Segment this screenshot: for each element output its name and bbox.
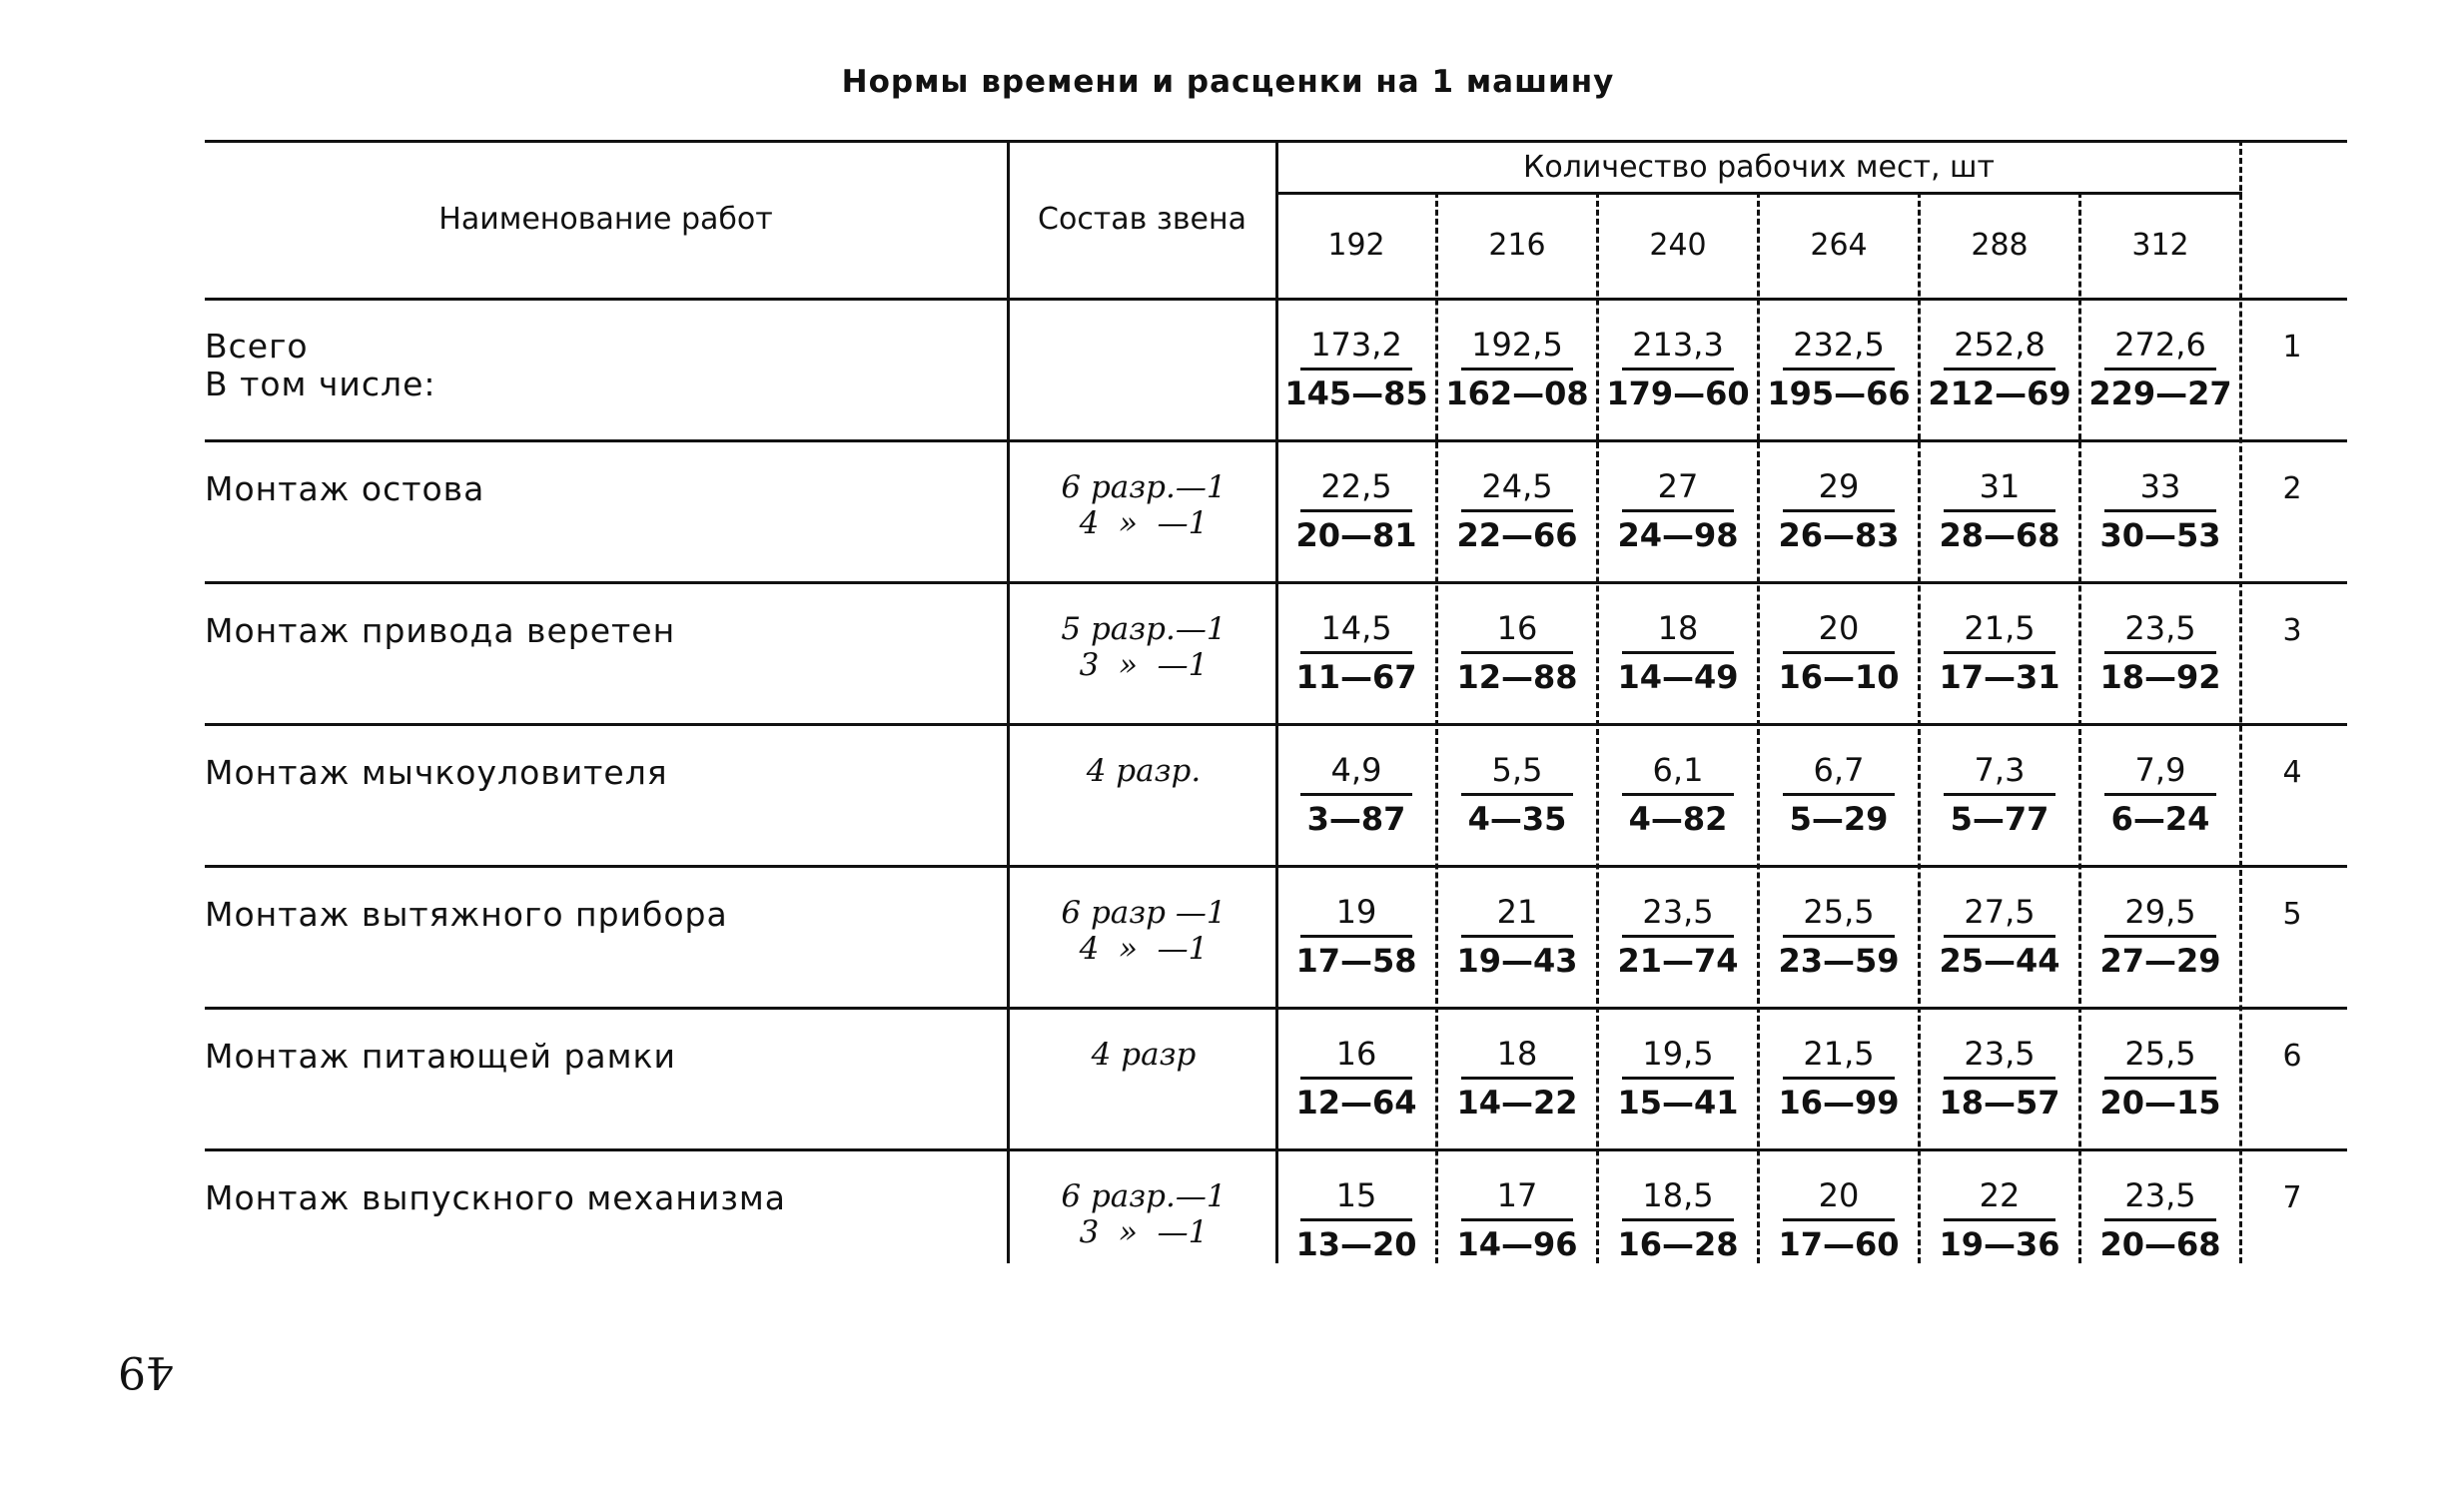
crew-line: 5 разр.—1 — [1061, 611, 1227, 647]
work-name: Монтаж мычкоуловителя — [205, 753, 668, 792]
work-name: Монтаж вытяжного прибора — [205, 895, 728, 934]
rate: 24—98 — [1617, 516, 1739, 554]
column-header-240: 240 — [1649, 228, 1707, 263]
time-norm: 23,5 — [2104, 1176, 2216, 1221]
rate: 26—83 — [1778, 516, 1900, 554]
table-cell — [2080, 893, 2240, 980]
crew-column-header: Состав звена — [1038, 202, 1246, 237]
table-cell — [1437, 1035, 1597, 1122]
crew-line: 6 разр —1 — [1061, 895, 1227, 931]
rate: 20—81 — [1295, 516, 1417, 554]
work-column-header: Наименование работ — [438, 202, 773, 237]
crew-composition — [1009, 753, 1278, 789]
crew-line: 4 » —1 — [1079, 931, 1209, 967]
rate: 5—77 — [1950, 800, 2049, 838]
table-cell — [1759, 1035, 1919, 1122]
row-number: 1 — [2282, 330, 2302, 365]
table-cell — [1598, 1035, 1758, 1122]
rate: 14—22 — [1456, 1084, 1578, 1122]
table-cell — [1276, 326, 1436, 412]
time-norm: 173,2 — [1300, 326, 1412, 371]
rate: 19—43 — [1456, 942, 1578, 980]
crew-line: 4 разр. — [1086, 753, 1202, 789]
crew-composition — [1009, 469, 1278, 541]
time-norm: 232,5 — [1783, 326, 1895, 371]
rate: 6—24 — [2110, 800, 2210, 838]
rate: 5—29 — [1789, 800, 1889, 838]
places-header: Количество рабочих мест, шт — [1523, 150, 1995, 185]
rate: 21—74 — [1617, 942, 1739, 980]
crew-line: 3 » —1 — [1079, 1214, 1209, 1250]
column-header-312: 312 — [2131, 228, 2189, 263]
table-cell — [1437, 1176, 1597, 1263]
rate: 27—29 — [2099, 942, 2221, 980]
table-cell — [1437, 751, 1597, 838]
table-cell — [2080, 467, 2240, 554]
crew-line: 6 разр.—1 — [1061, 1178, 1227, 1214]
time-norm: 18 — [1622, 609, 1734, 654]
table-cell — [1276, 1035, 1436, 1122]
table-cell — [1276, 751, 1436, 838]
time-norm: 6,7 — [1783, 751, 1895, 796]
time-norm: 21,5 — [1944, 609, 2055, 654]
table-cell — [1437, 467, 1597, 554]
time-norm: 23,5 — [1622, 893, 1734, 938]
time-norm: 6,1 — [1622, 751, 1734, 796]
time-norm: 15 — [1300, 1176, 1412, 1221]
column-header-288: 288 — [1971, 228, 2029, 263]
table-cell — [1920, 326, 2079, 412]
table-cell — [2080, 1176, 2240, 1263]
rate: 212—69 — [1928, 375, 2071, 412]
crew-column-rule — [1007, 140, 1010, 1263]
table-cell — [2080, 609, 2240, 696]
time-norm: 22 — [1944, 1176, 2055, 1221]
table-cell — [1920, 893, 2079, 980]
rate: 20—15 — [2099, 1084, 2221, 1122]
rate: 15—41 — [1617, 1084, 1739, 1122]
rate: 195—66 — [1767, 375, 1911, 412]
rate: 145—85 — [1284, 375, 1428, 412]
time-norm: 19 — [1300, 893, 1412, 938]
column-header-216: 216 — [1488, 228, 1546, 263]
time-norm: 22,5 — [1300, 467, 1412, 512]
work-name: Монтаж питающей рамки — [205, 1037, 676, 1076]
time-norm: 23,5 — [1944, 1035, 2055, 1080]
table-cell — [1276, 609, 1436, 696]
rate: 179—60 — [1606, 375, 1750, 412]
work-name-line: В том числе: — [205, 365, 436, 403]
crew-line: 3 » —1 — [1079, 647, 1209, 683]
table-cell — [1276, 1176, 1436, 1263]
table-cell — [1759, 467, 1919, 554]
table-cell — [1598, 893, 1758, 980]
time-norm: 192,5 — [1461, 326, 1573, 371]
rate: 16—99 — [1778, 1084, 1900, 1122]
rate: 11—67 — [1295, 658, 1417, 696]
rate: 4—82 — [1628, 800, 1728, 838]
rate: 13—20 — [1295, 1225, 1417, 1263]
time-norm: 20 — [1783, 609, 1895, 654]
rate: 30—53 — [2099, 516, 2221, 554]
table-cell — [1920, 467, 2079, 554]
crew-line: 4 » —1 — [1079, 505, 1209, 541]
rate: 14—96 — [1456, 1225, 1578, 1263]
work-name-line: Всего — [205, 327, 309, 366]
time-norm: 25,5 — [1783, 893, 1895, 938]
table-cell — [2080, 1035, 2240, 1122]
page-title: Нормы времени и расценки на 1 машину — [841, 64, 1615, 100]
time-norm: 17 — [1461, 1176, 1573, 1221]
page-number: 49 — [118, 1346, 174, 1397]
row-number: 6 — [2282, 1039, 2302, 1074]
crew-line: 6 разр.—1 — [1061, 469, 1227, 505]
rate: 25—44 — [1939, 942, 2060, 980]
column-header-192: 192 — [1327, 228, 1385, 263]
column-header-264: 264 — [1810, 228, 1868, 263]
table-cell — [1759, 609, 1919, 696]
time-norm: 21,5 — [1783, 1035, 1895, 1080]
rate: 17—60 — [1778, 1225, 1900, 1263]
table-cell — [1437, 893, 1597, 980]
time-norm: 14,5 — [1300, 609, 1412, 654]
time-norm: 21 — [1461, 893, 1573, 938]
table-cell — [1759, 751, 1919, 838]
time-norm: 16 — [1461, 609, 1573, 654]
time-norm: 5,5 — [1461, 751, 1573, 796]
table-cell — [1759, 326, 1919, 412]
crew-composition — [1009, 1037, 1278, 1073]
time-norm: 24,5 — [1461, 467, 1573, 512]
rate: 229—27 — [2088, 375, 2232, 412]
rate: 14—49 — [1617, 658, 1739, 696]
table-cell — [1598, 467, 1758, 554]
time-norm: 19,5 — [1622, 1035, 1734, 1080]
table-cell — [1920, 1035, 2079, 1122]
time-norm: 7,3 — [1944, 751, 2055, 796]
rate: 16—28 — [1617, 1225, 1739, 1263]
table-cell — [1437, 609, 1597, 696]
time-norm: 31 — [1944, 467, 2055, 512]
row-number: 2 — [2282, 471, 2302, 506]
table-cell — [1920, 609, 2079, 696]
table-cell — [1598, 751, 1758, 838]
time-norm: 252,8 — [1944, 326, 2055, 371]
rate: 4—35 — [1467, 800, 1567, 838]
rate: 22—66 — [1456, 516, 1578, 554]
row-number: 4 — [2282, 755, 2302, 790]
time-norm: 25,5 — [2104, 1035, 2216, 1080]
rate: 19—36 — [1939, 1225, 2060, 1263]
time-norm: 20 — [1783, 1176, 1895, 1221]
time-norm: 18,5 — [1622, 1176, 1734, 1221]
work-name — [205, 328, 436, 403]
rate: 12—88 — [1456, 658, 1578, 696]
row-number: 7 — [2282, 1180, 2302, 1215]
work-name: Монтаж выпускного механизма — [205, 1178, 787, 1217]
rate: 162—08 — [1445, 375, 1589, 412]
table-cell — [1920, 751, 2079, 838]
crew-composition — [1009, 895, 1278, 967]
table-cell — [2080, 751, 2240, 838]
table-cell — [1276, 467, 1436, 554]
time-norm: 27 — [1622, 467, 1734, 512]
table-cell — [1437, 326, 1597, 412]
time-norm: 29,5 — [2104, 893, 2216, 938]
time-norm: 7,9 — [2104, 751, 2216, 796]
time-norm: 18 — [1461, 1035, 1573, 1080]
table-cell — [1598, 1176, 1758, 1263]
time-norm: 213,3 — [1622, 326, 1734, 371]
time-norm: 29 — [1783, 467, 1895, 512]
time-norm: 27,5 — [1944, 893, 2055, 938]
rate: 12—64 — [1295, 1084, 1417, 1122]
table-cell — [2080, 326, 2240, 412]
rate: 28—68 — [1939, 516, 2060, 554]
time-norm: 4,9 — [1300, 751, 1412, 796]
row-number: 5 — [2282, 897, 2302, 932]
rate: 3—87 — [1306, 800, 1406, 838]
table-cell — [1759, 893, 1919, 980]
rate: 18—92 — [2099, 658, 2221, 696]
work-name: Монтаж привода веретен — [205, 611, 676, 650]
rate: 16—10 — [1778, 658, 1900, 696]
table-cell — [1920, 1176, 2079, 1263]
work-name: Монтаж остова — [205, 469, 485, 508]
crew-composition — [1009, 1178, 1278, 1250]
table-cell — [1276, 893, 1436, 980]
rate: 17—31 — [1939, 658, 2060, 696]
crew-composition — [1009, 611, 1278, 683]
rate: 23—59 — [1778, 942, 1900, 980]
rate: 20—68 — [2099, 1225, 2221, 1263]
rate: 18—57 — [1939, 1084, 2060, 1122]
row-number: 3 — [2282, 613, 2302, 648]
table-cell — [1759, 1176, 1919, 1263]
time-norm: 33 — [2104, 467, 2216, 512]
rate: 17—58 — [1295, 942, 1417, 980]
time-norm: 272,6 — [2104, 326, 2216, 371]
table-cell — [1598, 326, 1758, 412]
crew-line: 4 разр — [1091, 1037, 1197, 1073]
table-cell — [1598, 609, 1758, 696]
time-norm: 23,5 — [2104, 609, 2216, 654]
time-norm: 16 — [1300, 1035, 1412, 1080]
